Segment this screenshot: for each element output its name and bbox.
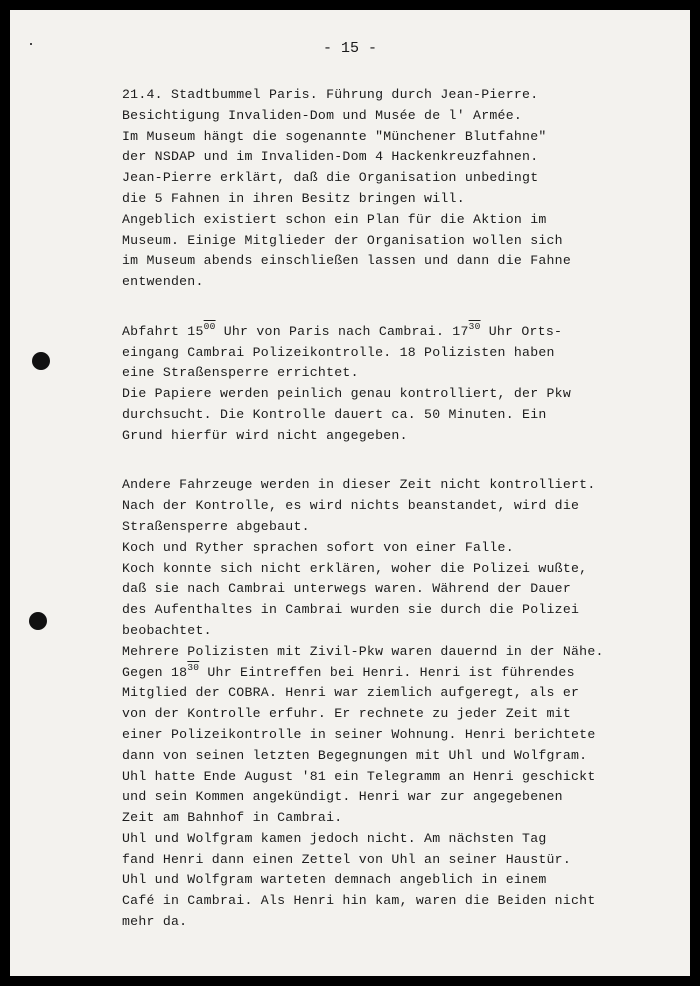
text-segment: Uhr Eintreffen bei Henri. Henri ist führendes [199,664,575,680]
text-line: Angeblich existiert schon ein Plan für die Aktion im [122,211,547,227]
paragraph-control-henri [122,475,662,933]
text-line: und sein Kommen angekündigt. Henri war zur angegebenen [122,789,563,805]
text-line-with-time [122,663,662,684]
text-line: einer Polizeikontrolle in seiner Wohnung. Henri berichtete [122,726,596,742]
text-line: Uhl hatte Ende August '81 ein Telegramm an Henri geschickt [122,768,596,784]
document-page [10,10,690,976]
text-line: Mitglied der COBRA. Henri war ziemlich aufgeregt, als er [122,685,580,701]
text-line: des Aufenthaltes in Cambrai wurden sie durch die Polizei [122,602,580,618]
text-line: Im Museum hängt die sogenannte "Münchener Blutfahne" [122,128,547,144]
text-line: durchsucht. Die Kontrolle dauert ca. 50 Minuten. Ein [122,406,547,422]
text-line: Café in Cambrai. Als Henri hin kam, waren die Beiden nicht [122,893,596,909]
text-line: im Museum abends einschließen lassen und dann die Fahne [122,253,572,269]
punch-hole-lower [29,612,47,630]
text-line: Mehrere Polizisten mit Zivil-Pkw waren dauernd in der Nähe. [122,643,604,659]
text-line: von der Kontrolle erfuhr. Er rechnete zu jeder Zeit mit [122,706,572,722]
text-line: Uhl und Wolfgram kamen jedoch nicht. Am nächsten Tag [122,830,547,846]
text-line: dann von seinen letzten Begegnungen mit Uhl und Wolfgram. [122,747,588,763]
text-line: Die Papiere werden peinlich genau kontrolliert, der Pkw [122,386,572,402]
document-body [122,85,662,933]
text-line: Museum. Einige Mitglieder der Organisation wollen sich [122,232,563,248]
time-superscript: 30 [468,320,481,332]
text-line: beobachtet. [122,622,212,638]
text-segment: Uhr Orts- [480,323,563,339]
text-line: Besichtigung Invaliden-Dom und Musée de l' Armée. [122,107,523,123]
text-line: Andere Fahrzeuge werden in dieser Zeit nicht kontrolliert. [122,477,596,493]
text-line: Koch konnte sich nicht erklären, woher die Polizei wußte, [122,560,588,576]
text-line: 21.4. Stadtbummel Paris. Führung durch Jean-Pierre. [122,87,539,102]
text-segment: Gegen 18 [122,664,188,680]
text-line: Uhl und Wolfgram warteten demnach angeblich in einem [122,872,547,888]
text-line: der NSDAP und im Invaliden-Dom 4 Hackenkreuzfahnen. [122,149,539,165]
text-line: eine Straßensperre errichtet. [122,365,359,381]
text-line: Straßensperre abgebaut. [122,518,310,534]
punch-hole-upper [32,352,50,370]
text-line: entwenden. [122,274,204,290]
text-line: eingang Cambrai Polizeikontrolle. 18 Polizisten haben [122,344,555,360]
text-line: mehr da. [122,914,188,930]
paragraph-departure-cambrai [122,322,662,447]
page-number: - 15 - [322,40,377,57]
text-segment: Abfahrt 15 [122,323,204,339]
text-line: daß sie nach Cambrai unterwegs waren. Während der Dauer [122,581,572,597]
text-line: Koch und Ryther sprachen sofort von einer Falle. [122,539,514,555]
time-superscript: 00 [203,320,216,332]
text-line: Nach der Kontrolle, es wird nichts beanstandet, wird die [122,498,580,514]
text-line-with-times [122,322,662,343]
text-line: Zeit am Bahnhof in Cambrai. [122,810,343,826]
text-segment: Uhr von Paris nach Cambrai. 17 [215,323,469,339]
time-superscript: 30 [187,661,200,673]
text-line: die 5 Fahnen in ihren Besitz bringen will. [122,190,465,206]
text-line: fand Henri dann einen Zettel von Uhl an seiner Haustür. [122,851,572,867]
text-line: Grund hierfür wird nicht angegeben. [122,427,408,443]
text-line: Jean-Pierre erklärt, daß die Organisation unbedingt [122,170,539,186]
paragraph-paris-visit [122,85,662,293]
